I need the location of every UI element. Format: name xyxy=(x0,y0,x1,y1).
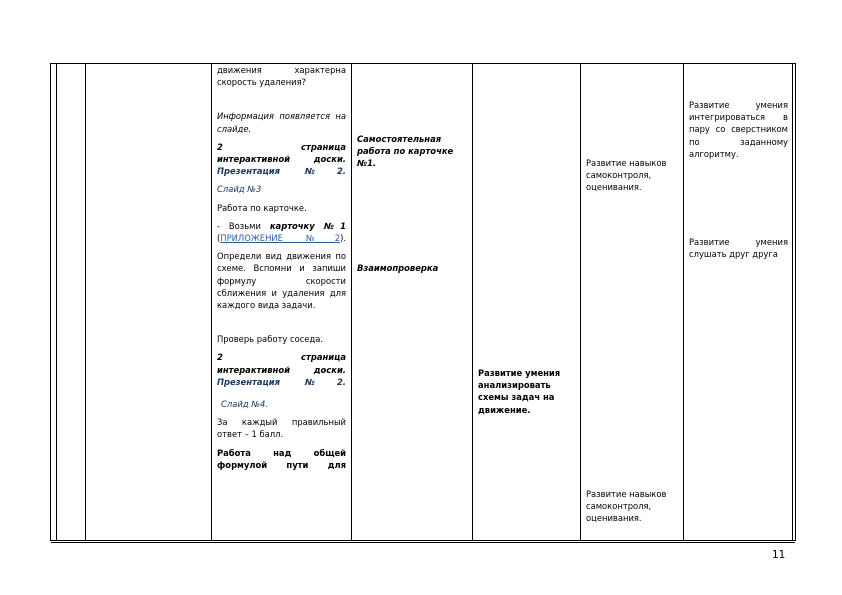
task-instruction: Определи вид движения по схеме. Вспомни и запиши формулу скорости сближения и удаления для каждого вида задачи. xyxy=(217,251,346,311)
table-column-divider xyxy=(683,63,684,541)
slide-label: Слайд №3 xyxy=(217,184,262,195)
card-work-title: Работа по карточке. xyxy=(217,202,307,213)
table-column-divider xyxy=(472,63,473,541)
scoring-text: За каждый правильный ответ – 1 балл. xyxy=(217,417,346,440)
take-card-instruction: - Возьми карточку №1 (ПРИЛОЖЕНИЕ №2). xyxy=(217,220,346,244)
board-page-reference: 2 страница интерактивной доски. Презентация №2. xyxy=(217,141,346,177)
skill-listening: Развитие умения слушать друг друга xyxy=(689,237,788,260)
slide-info-text: Информация появляется на слайде. xyxy=(217,111,346,134)
skill-self-control: Развитие навыков самоконтроля, оценивания. xyxy=(586,489,667,524)
skill-analyze-schemes: Развитие умения анализировать схемы задач на движение. xyxy=(478,368,561,415)
mutual-check-text: Взаимопроверка xyxy=(357,263,439,273)
teacher-activity-cell xyxy=(217,64,346,471)
table-column-divider xyxy=(211,63,212,541)
table-column-divider xyxy=(792,63,793,541)
table-column-divider xyxy=(85,63,86,541)
independent-work-text: Самостоятельная работа по карточке №1. xyxy=(357,134,454,169)
regulatory-skills-cell xyxy=(586,488,678,525)
board-page-reference: 2 страница интерактивной доски. Презентация №2. xyxy=(217,352,346,387)
presentation-reference: Презентация №2. xyxy=(217,166,346,177)
peer-check-instruction: Проверь работу соседа. xyxy=(217,334,324,345)
page-number: 11 xyxy=(772,549,786,561)
skill-pair-work: Развитие умения интегрироваться в пару со сверстником по заданному алгоритму. xyxy=(689,100,788,159)
presentation-reference: Презентация №2. xyxy=(217,376,346,387)
formula-work-text: Работа над общей формулой пути для xyxy=(217,447,346,470)
table-column-divider xyxy=(351,63,352,541)
cognitive-skills-cell xyxy=(478,367,576,416)
communicative-skills-cell xyxy=(689,99,788,160)
table-column-divider xyxy=(580,63,581,541)
skill-self-control: Развитие навыков самоконтроля, оценивания. xyxy=(586,158,667,193)
student-activity-cell xyxy=(357,262,465,274)
table-column-divider xyxy=(56,63,57,541)
slide-label: Слайд №4. xyxy=(221,399,268,410)
question-text: движения характерна скорость удаления? xyxy=(217,65,346,88)
communicative-skills-cell xyxy=(689,236,788,260)
regulatory-skills-cell xyxy=(586,157,678,194)
student-activity-cell xyxy=(357,133,465,170)
appendix-link[interactable]: ПРИЛОЖЕНИЕ №2 xyxy=(220,233,341,244)
